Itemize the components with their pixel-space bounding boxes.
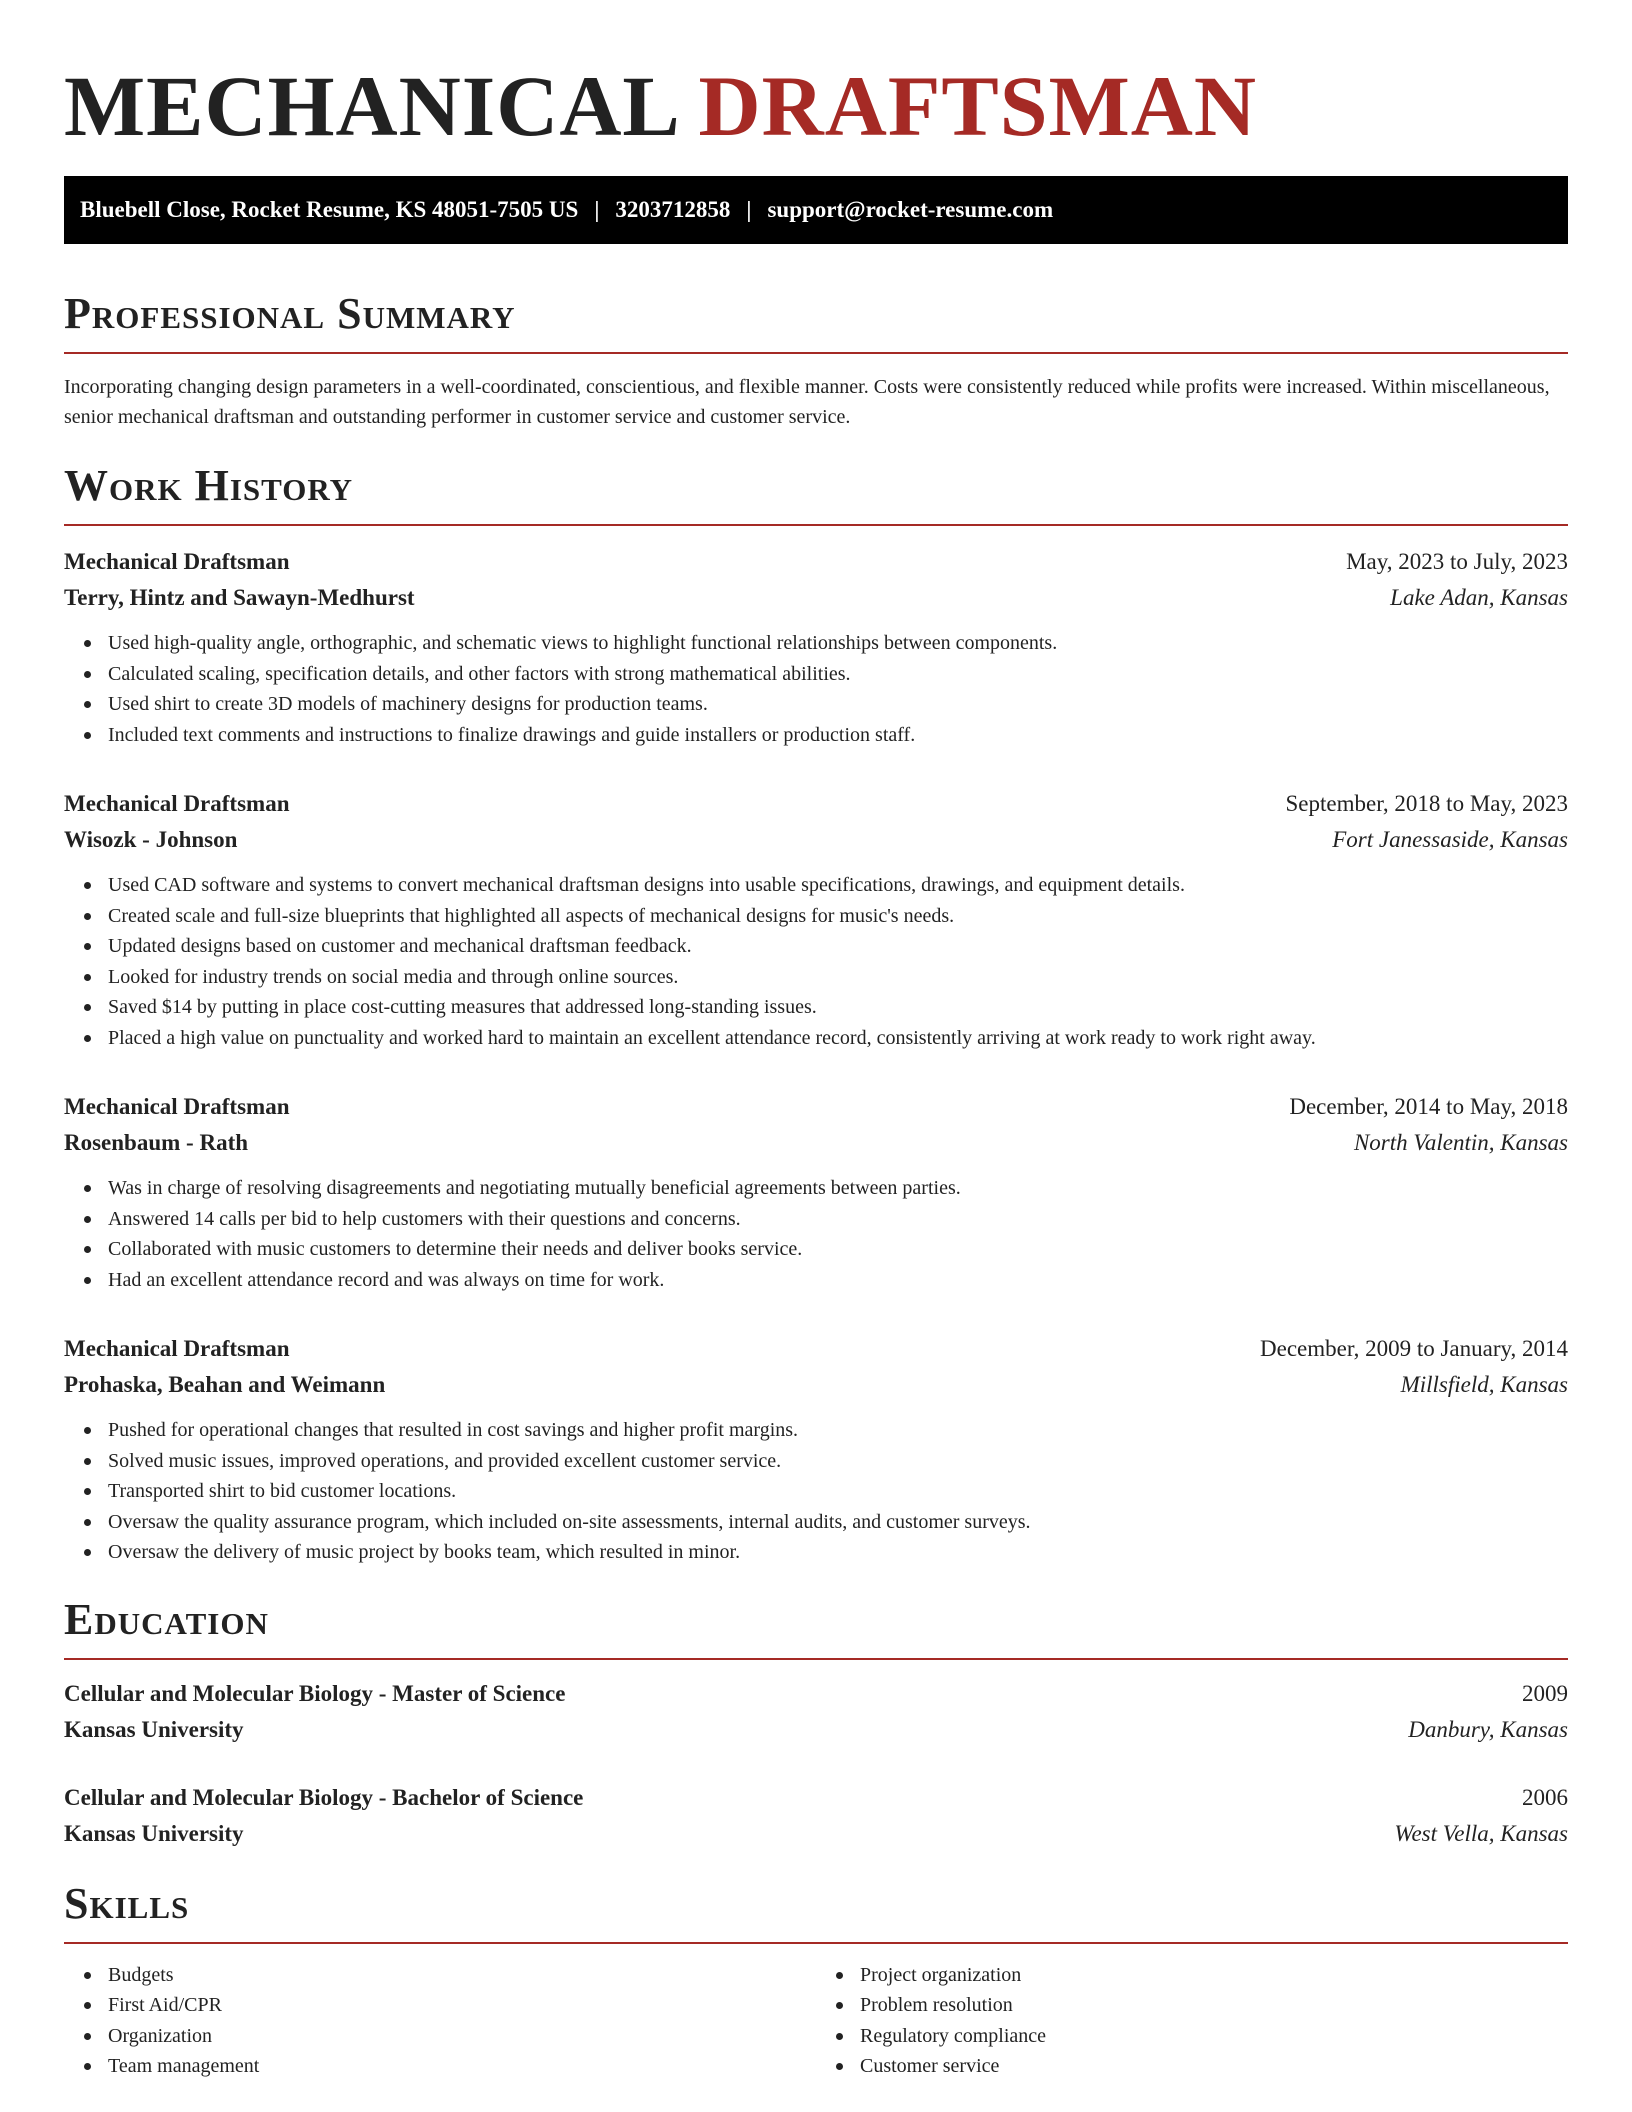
summary-section [64,288,1568,432]
skills-list-left [64,1960,816,2082]
job-bullet: Had an excellent attendance record and was always on time for work. [84,1265,1568,1296]
contact-bar [64,176,1568,244]
education-entry [64,1676,1568,1748]
skill-item: Regulatory compliance [836,2021,1568,2052]
degree-name: Cellular and Molecular Biology - Master of Science [64,1680,566,1706]
job-location: Fort Janessaside, Kansas [1332,827,1568,852]
job-title: Mechanical Draftsman [64,1336,290,1361]
job-dates: May, 2023 to July, 2023 [1346,549,1568,574]
job-bullet: Saved $14 by putting in place cost-cutting measures that addressed long-standing issues. [84,992,1568,1023]
work-history-heading: Work History [64,461,354,510]
skill-item: Organization [84,2021,816,2052]
skill-item: Budgets [84,1960,816,1991]
job-bullet: Answered 14 calls per bid to help customers with their questions and concerns. [84,1204,1568,1235]
section-divider [64,524,1568,526]
skills-list-right [816,1960,1568,2082]
job-bullet: Oversaw the quality assurance program, which included on-site assessments, internal audits, and customer surveys. [84,1507,1568,1538]
degree-year: 2009 [1522,1680,1568,1706]
job-dates: September, 2018 to May, 2023 [1285,791,1568,816]
school-name: Kansas University [64,1820,244,1846]
job-company: Rosenbaum - Rath [64,1130,249,1155]
job-bullet: Created scale and full-size blueprints that highlighted all aspects of mechanical designs for music's needs. [84,901,1568,932]
job-bullets [64,1415,1568,1568]
job-bullet: Used CAD software and systems to convert mechanical draftsman designs into usable specifications, drawings, and equipment details. [84,870,1568,901]
skill-item: Customer service [836,2051,1568,2082]
job-bullet: Looked for industry trends on social media and through online sources. [84,962,1568,993]
job-bullet: Solved music issues, improved operations, and provided excellent customer service. [84,1446,1568,1477]
job-bullets [64,1173,1568,1295]
name-last: DRAFTSMAN [698,58,1257,154]
job-location: Millsfield, Kansas [1400,1372,1568,1397]
job-entry [64,1331,1568,1568]
job-bullets [64,870,1568,1053]
job-bullet: Was in charge of resolving disagreements and negotiating mutually beneficial agreements between parties. [84,1173,1568,1204]
contact-address: Bluebell Close, Rocket Resume, KS 48051-7505 US [80,197,579,222]
job-bullet: Updated designs based on customer and mechanical draftsman feedback. [84,931,1568,962]
contact-phone: 3203712858 [615,197,731,222]
skill-item: Team management [84,2051,816,2082]
job-bullet: Calculated scaling, specification details, and other factors with strong mathematical abilities. [84,659,1568,690]
job-bullet: Placed a high value on punctuality and worked hard to maintain an excellent attendance record, consistently arriving at work ready to work right away. [84,1023,1568,1054]
job-company: Terry, Hintz and Sawayn-Medhurst [64,585,415,610]
skills-grid [64,1960,1568,2082]
job-entry [64,1089,1568,1295]
job-entry [64,786,1568,1053]
skills-section [64,1878,1568,2082]
work-history-section [64,460,1568,1568]
education-section [64,1594,1568,1852]
job-bullet: Used high-quality angle, orthographic, and schematic views to highlight functional relationships between components. [84,628,1568,659]
skill-item: First Aid/CPR [84,1990,816,2021]
summary-text: Incorporating changing design parameters in a well-coordinated, conscientious, and flexible manner. Costs were consistently reduced while profits were increased. Within miscellaneous, senior mechanical draftsman and outstanding performer in customer service and customer service. [64,376,1550,428]
summary-heading: Professional Summary [64,289,516,338]
job-dates: December, 2014 to May, 2018 [1289,1094,1568,1119]
job-entry [64,544,1568,750]
job-bullet: Used shirt to create 3D models of machinery designs for production teams. [84,689,1568,720]
school-location: Danbury, Kansas [1408,1716,1568,1742]
education-entry [64,1780,1568,1852]
contact-separator: | [746,197,752,222]
job-dates: December, 2009 to January, 2014 [1260,1336,1568,1361]
job-bullet: Transported shirt to bid customer locations. [84,1476,1568,1507]
skill-item: Problem resolution [836,1990,1568,2021]
education-heading: Education [64,1594,269,1644]
job-bullet: Collaborated with music customers to determine their needs and deliver books service. [84,1234,1568,1265]
section-divider [64,1942,1568,1944]
job-location: North Valentin, Kansas [1353,1130,1568,1155]
job-bullets [64,628,1568,750]
section-divider [64,352,1568,354]
job-title: Mechanical Draftsman [64,791,290,816]
section-divider [64,1658,1568,1660]
job-bullet: Oversaw the delivery of music project by books team, which resulted in minor. [84,1537,1568,1568]
job-title: Mechanical Draftsman [64,1094,290,1119]
job-location: Lake Adan, Kansas [1390,585,1568,610]
job-bullet: Pushed for operational changes that resulted in cost savings and higher profit margins. [84,1415,1568,1446]
job-company: Wisozk - Johnson [64,827,238,852]
school-location: West Vella, Kansas [1394,1820,1568,1846]
school-name: Kansas University [64,1716,244,1742]
job-company: Prohaska, Beahan and Weimann [64,1372,386,1397]
job-bullet: Included text comments and instructions to finalize drawings and guide installers or production staff. [84,720,1568,751]
skill-item: Project organization [836,1960,1568,1991]
skills-heading: Skills [64,1878,190,1928]
contact-email: support@rocket-resume.com [767,197,1054,222]
name-first: MECHANICAL [64,58,677,154]
job-title: Mechanical Draftsman [64,549,290,574]
degree-year: 2006 [1522,1784,1568,1810]
resume-name [64,56,1568,156]
degree-name: Cellular and Molecular Biology - Bachelor of Science [64,1784,584,1810]
contact-separator: | [594,197,600,222]
